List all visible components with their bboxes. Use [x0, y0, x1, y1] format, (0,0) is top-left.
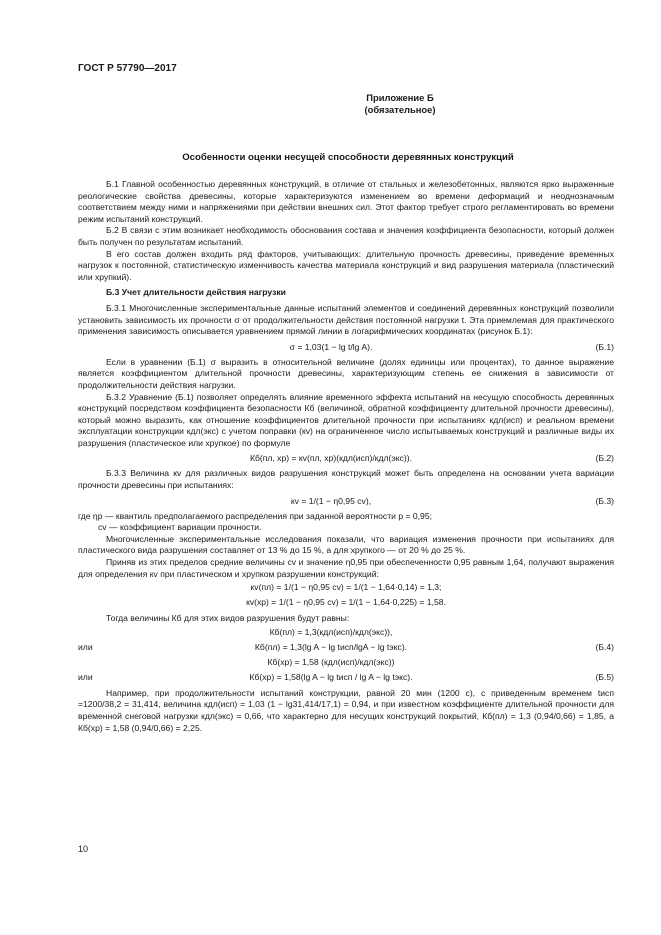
standard-header: ГОСТ Р 57790—2017 — [78, 63, 177, 74]
equation-b4 — [78, 640, 614, 655]
paragraph-then: Тогда величины Кб для этих видов разрушения будут равны: — [106, 613, 350, 624]
annex-title: Приложение Б — [366, 92, 434, 103]
equation-kv-brittle — [78, 595, 614, 610]
equation-kb-plastic-a — [78, 625, 614, 640]
equation-b2 — [78, 449, 614, 468]
paragraph-research: Многочисленные экспериментальные исследования показали, что вариация изменения прочности при испытаниях для пластического вида разрушения составляет от 13 % до 15 %, а для хрупкого — от 20 % до 25 %. — [78, 533, 614, 556]
definition-eta: где ηр — квантиль предполагаемого распределения при заданной вероятности р = 0,95; — [78, 510, 432, 521]
equation-formula: кv = 1/(1 − η0,95 сv), — [290, 495, 372, 506]
paragraph-b33: Б.3.3 Величина кv для различных видов разрушения конструкций может быть определена на основании учета вариации прочности древесины при испытаниях: — [78, 468, 614, 491]
equation-formula: Кб(пл, хр) = кv(пл, хр)(кдл(исп)/кдл(экс)). — [249, 453, 413, 464]
paragraph-composition: В его состав должен входить ряд факторов, учитывающих: длительную прочность древесины, приведение временных нагрузок к постоянной, статистическую изменчивость качества материала конструкций и вид разрушения материала (пластический или хрупкий). — [78, 248, 614, 282]
equation-number: (Б.3) — [595, 495, 614, 506]
paragraph-accept: Приняв из этих пределов средние величины сv и значение η0,95 при обеспеченности 0,95 равным 1,64, получают выражения для определения кv при пластическом и хрупком разрушении конструкций: — [78, 557, 614, 579]
subsection-title-b3: Б.3 Учет длительности действия нагрузки — [106, 287, 286, 298]
paragraph-after-b1: Если в уравнении (Б.1) σ выразить в относительной величине (долях единицы или процентах), то данное выражение является коэффициентом длительной прочности древесины, характеризующим степень ее снижения в зависимости от продолжительности действия нагрузки. — [78, 356, 614, 390]
equation-kb-brittle-a — [78, 655, 614, 670]
equation-formula: Кб(хр) = 1,58 (кдл(исп)/кдл(экс)) — [267, 656, 395, 667]
equation-b5 — [78, 670, 614, 685]
equation-formula: σ = 1,03(1 − lg t/lg A). — [289, 341, 373, 352]
equation-number: (Б.5) — [595, 671, 614, 682]
equation-formula: кv(пл) = 1/(1 − η0,95 сv) = 1/(1 − 1,64·0,14) = 1,3; — [250, 582, 442, 593]
paragraph-b2: Б.2 В связи с этим возникает необходимость обоснования состава и значения коэффициента безопасности, который должен быть получен по результатам испытаний. — [78, 225, 614, 247]
equation-kv-plastic — [78, 580, 614, 595]
equation-number: (Б.2) — [595, 453, 614, 464]
page-number: 10 — [78, 844, 89, 854]
paragraph-b31: Б.3.1 Многочисленные экспериментальные данные испытаний элементов и соединений деревянных конструкций позволили установить зависимость их прочности σ от продолжительности действия постоянной нагрузки t. Эта приемлемая для практического применения зависимость описывается уравнением прямой линии в логарифмических координатах (рисунок Б.1): — [78, 302, 614, 337]
definition-cv: сv — коэффициент вариации прочности. — [98, 522, 262, 533]
equation-formula: Кб(хр) = 1,58(lg A − lg tисп / lg A − lg tэкс). — [249, 671, 413, 682]
or-label: или — [78, 641, 93, 652]
equation-b1 — [78, 338, 614, 357]
paragraph-b32: Б.3.2 Уравнение (Б.1) позволяет определять влияние временного эффекта испытаний на несущую способность деревянных конструкций посредством коэффициента безопасности Кб (величиной, обратной коэффициенту длительной прочности древесины), который можно выразить, как отношение коэффициентов длительной прочности при испытаниях кдл(исп) и реальном времени эксплуатации конструкции кдл(экс) с учетом поправки (кv) на ограниченное число испытываемых конструкций и различные виды их разрушения (пластическое или хрупкое) по формуле — [78, 391, 614, 448]
or-label: или — [78, 671, 93, 682]
equation-formula: кv(хр) = 1/(1 − η0,95 сv) = 1/(1 − 1,64·0,225) = 1,58. — [246, 597, 446, 608]
annex-status: (обязательное) — [364, 104, 436, 115]
equation-number: (Б.1) — [595, 341, 614, 352]
equation-number: (Б.4) — [595, 641, 614, 652]
section-heading: Особенности оценки несущей способности деревянных конструкций — [182, 152, 514, 163]
equation-formula: Кб(пл) = 1,3(кдл(исп)/кдл(экс)), — [269, 626, 393, 637]
equation-formula: Кб(пл) = 1,3(lg A − lg tисп/lgA − lg tэкс). — [254, 641, 408, 652]
paragraph-b1: Б.1 Главной особенностью деревянных конструкций, в отличие от стальных и железобетонных, являются ярко выраженные реологические свойства древесины, которые характеризуются изменением во времени деформаций и неоднозначным соответствием между ними и напряжениями при действии внешних сил. Этот фактор требует строго регламентировать во времени режим испытаний конструкций. — [78, 179, 614, 224]
paragraph-example: Например, при продолжительности испытаний конструкции, равной 20 мин (1200 с), с приведенным временем tисп =1200/38,2 = 31,414, величина кдл(исп) = 1,03 (1 − lg31,414/17,1) = 0,94, и при известном коэффициенте длительной прочности для временной снеговой нагрузки кдл(экс) = 0,66, что характерно для несущих конструкций покрытий, Кб(пл) = 1,3 (0,94/0,66) = 1,85, а Кб(хр) = 1,58 (0,94/0,66) = 2,25. — [78, 687, 614, 733]
equation-b3 — [78, 492, 614, 511]
body-text — [78, 179, 614, 734]
